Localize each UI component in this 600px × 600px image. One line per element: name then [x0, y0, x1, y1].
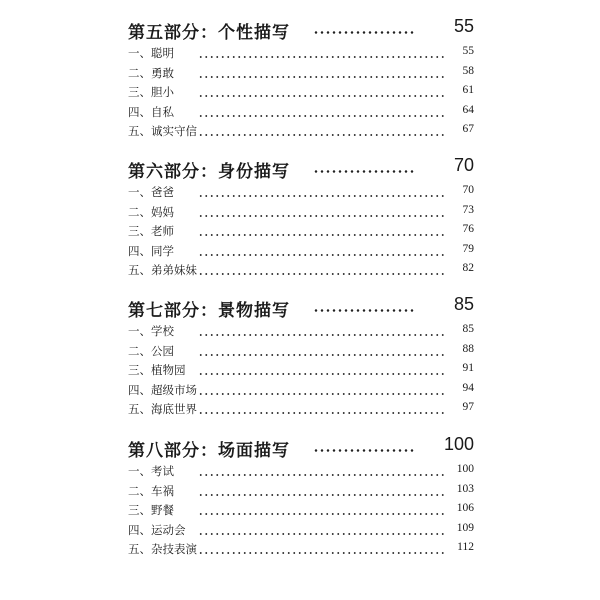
dot-leader [198, 254, 444, 256]
entry-title: 四、自私 [128, 104, 174, 119]
toc-section [128, 14, 474, 142]
toc-entry[interactable] [128, 462, 474, 482]
entry-title: 四、超级市场 [128, 382, 197, 397]
dot-leader [198, 273, 444, 275]
entry-title: 五、海底世界 [128, 402, 197, 417]
entry-page-number: 61 [462, 84, 474, 97]
dot-leader [198, 334, 444, 336]
toc-entry[interactable] [128, 183, 474, 203]
toc-entry[interactable] [128, 103, 474, 123]
entry-page-number: 76 [462, 223, 474, 236]
entry-page-number: 94 [462, 381, 474, 394]
toc-section [128, 292, 474, 420]
section-title: 第七部分：景物描写 [128, 301, 290, 321]
entry-title: 二、公园 [128, 343, 174, 358]
entry-title: 三、胆小 [128, 85, 174, 100]
entry-title: 三、野餐 [128, 503, 174, 518]
toc-entry[interactable] [128, 83, 474, 103]
entry-title: 五、杂技表演 [128, 542, 197, 557]
toc-section [128, 153, 474, 281]
toc-entry[interactable] [128, 64, 474, 84]
dot-leader [313, 170, 416, 173]
toc-entry[interactable] [128, 44, 474, 64]
dot-leader [198, 513, 444, 515]
toc-entry[interactable] [128, 521, 474, 541]
entry-title: 三、植物园 [128, 363, 186, 378]
section-title: 第八部分：场面描写 [128, 441, 290, 461]
toc-entry[interactable] [128, 222, 474, 242]
toc-entry[interactable] [128, 203, 474, 223]
dot-leader [198, 115, 444, 117]
entry-page-number: 106 [456, 502, 474, 515]
dot-leader [313, 31, 416, 34]
entry-page-number: 58 [462, 64, 474, 77]
dot-leader [198, 76, 444, 78]
entry-title: 一、聪明 [128, 46, 174, 60]
section-page-number: 100 [443, 434, 474, 454]
dot-leader [198, 354, 444, 356]
dot-leader [313, 449, 416, 452]
section-page-number: 55 [453, 16, 474, 36]
entry-page-number: 85 [462, 323, 474, 335]
entry-page-number: 109 [456, 521, 474, 534]
section-page-number: 70 [453, 155, 474, 175]
dot-leader [198, 195, 444, 197]
toc-entry[interactable] [128, 342, 474, 362]
section-title: 第六部分：身份描写 [128, 162, 290, 182]
toc-entry[interactable] [128, 381, 474, 401]
entry-page-number: 82 [462, 262, 474, 275]
entry-title: 一、考试 [128, 464, 174, 478]
dot-leader [198, 393, 444, 395]
entry-page-number: 73 [462, 203, 474, 216]
toc-entry[interactable] [128, 242, 474, 262]
toc-entry[interactable] [128, 261, 474, 281]
dot-leader [313, 309, 416, 312]
entry-title: 四、同学 [128, 243, 174, 258]
toc-entry[interactable] [128, 361, 474, 381]
entry-page-number: 103 [456, 482, 474, 495]
dot-leader [198, 215, 444, 217]
entry-page-number: 97 [462, 401, 474, 414]
entry-title: 五、诚实守信 [128, 124, 197, 139]
entry-page-number: 70 [462, 184, 474, 196]
toc-section [128, 432, 474, 560]
entry-page-number: 55 [462, 45, 474, 57]
dot-leader [198, 474, 444, 476]
dot-leader [198, 552, 444, 554]
entry-page-number: 64 [462, 103, 474, 116]
toc-section-header[interactable] [128, 14, 474, 44]
entry-page-number: 67 [462, 123, 474, 136]
dot-leader [198, 494, 444, 496]
toc-section-header[interactable] [128, 292, 474, 322]
toc-section-header[interactable] [128, 432, 474, 462]
dot-leader [198, 56, 444, 58]
entry-title: 一、爸爸 [128, 185, 174, 199]
dot-leader [198, 234, 444, 236]
dot-leader [198, 373, 444, 375]
entry-title: 五、弟弟妹妹 [128, 263, 197, 278]
toc-section-header[interactable] [128, 153, 474, 183]
dot-leader [198, 533, 444, 535]
toc-entry[interactable] [128, 322, 474, 342]
dot-leader [198, 95, 444, 97]
entry-title: 四、运动会 [128, 522, 186, 537]
entry-page-number: 88 [462, 342, 474, 355]
toc-entry[interactable] [128, 501, 474, 521]
toc-entry[interactable] [128, 540, 474, 560]
entry-page-number: 112 [457, 541, 474, 554]
entry-page-number: 100 [456, 463, 474, 475]
entry-title: 二、妈妈 [128, 204, 174, 219]
toc-entry[interactable] [128, 482, 474, 502]
toc-entry[interactable] [128, 400, 474, 420]
entry-title: 二、勇敢 [128, 65, 174, 80]
entry-title: 三、老师 [128, 224, 174, 239]
entry-title: 一、学校 [128, 324, 174, 338]
entry-page-number: 79 [462, 242, 474, 255]
entry-page-number: 91 [462, 362, 474, 375]
section-page-number: 85 [453, 294, 474, 314]
toc-entry[interactable] [128, 122, 474, 142]
dot-leader [198, 412, 444, 414]
dot-leader [198, 134, 444, 136]
entry-title: 二、车祸 [128, 483, 174, 498]
section-title: 第五部分：个性描写 [128, 23, 290, 43]
